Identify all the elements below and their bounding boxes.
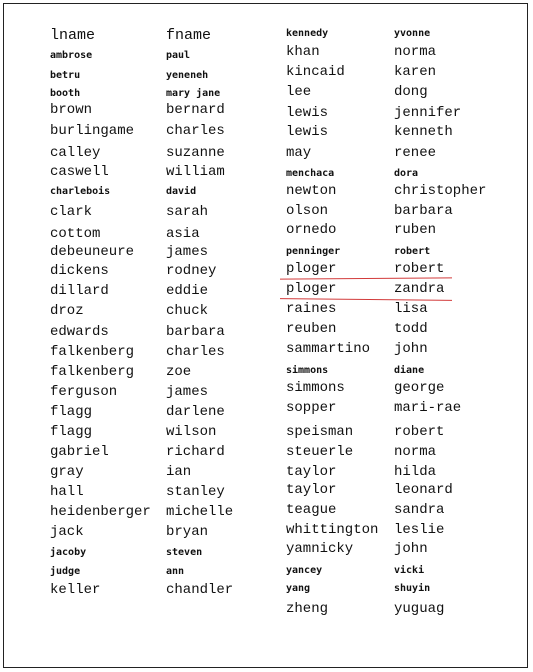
fname-cell: steven <box>166 547 203 558</box>
fname-cell: stanley <box>166 484 225 500</box>
fname-cell: william <box>166 164 225 180</box>
lname-cell: speisman <box>286 424 354 440</box>
lname-cell: teague <box>286 502 337 518</box>
fname-cell: shuyin <box>394 583 431 594</box>
fname-cell: barbara <box>394 203 453 219</box>
fname-cell: darlene <box>166 404 225 420</box>
lname-cell: falkenberg <box>50 344 135 360</box>
fname-cell: eddie <box>166 283 209 299</box>
lname-cell: calley <box>50 145 101 161</box>
fname-header: fname <box>166 27 212 44</box>
lname-cell: ferguson <box>50 384 118 400</box>
lname-cell: penninger <box>286 246 341 257</box>
fname-cell: james <box>166 244 209 260</box>
lname-cell: may <box>286 145 312 161</box>
lname-cell: gray <box>50 464 84 480</box>
lname-cell: ornedo <box>286 222 337 238</box>
fname-cell: john <box>394 541 428 557</box>
lname-cell: flagg <box>50 404 93 420</box>
fname-cell: chuck <box>166 303 209 319</box>
fname-cell: renee <box>394 145 437 161</box>
lname-cell: keller <box>50 582 101 598</box>
fname-cell: zoe <box>166 364 192 380</box>
fname-cell: ian <box>166 464 192 480</box>
fname-cell: james <box>166 384 209 400</box>
fname-cell: hilda <box>394 464 437 480</box>
lname-cell: edwards <box>50 324 109 340</box>
fname-cell: ann <box>166 566 185 577</box>
fname-cell: yvonne <box>394 28 431 39</box>
lname-cell: menchaca <box>286 168 335 179</box>
fname-cell: diane <box>394 365 425 376</box>
lname-cell: droz <box>50 303 84 319</box>
lname-cell: falkenberg <box>50 364 135 380</box>
fname-cell: mary jane <box>166 88 221 99</box>
fname-cell: leslie <box>394 522 445 538</box>
lname-cell: ploger <box>286 281 337 297</box>
fname-cell: bryan <box>166 524 209 540</box>
fname-cell: sarah <box>166 204 209 220</box>
lname-cell: charlebois <box>50 186 111 197</box>
fname-cell: todd <box>394 321 428 337</box>
lname-cell: olson <box>286 203 329 219</box>
fname-cell: norma <box>394 444 437 460</box>
fname-cell: chandler <box>166 582 234 598</box>
lname-cell: jacoby <box>50 547 87 558</box>
lname-cell: debeuneure <box>50 244 135 260</box>
lname-cell: caswell <box>50 164 109 180</box>
lname-cell: gabriel <box>50 444 109 460</box>
lname-cell: clark <box>50 204 93 220</box>
lname-cell: simmons <box>286 380 345 396</box>
fname-cell: charles <box>166 344 225 360</box>
fname-cell: ruben <box>394 222 437 238</box>
lname-cell: raines <box>286 301 337 317</box>
lname-cell: taylor <box>286 464 337 480</box>
lname-cell: jack <box>50 524 84 540</box>
lname-cell: dickens <box>50 263 109 279</box>
fname-cell: leonard <box>394 482 453 498</box>
lname-cell: cottom <box>50 226 101 242</box>
fname-cell: george <box>394 380 445 396</box>
lname-cell: simmons <box>286 365 329 376</box>
lname-cell: brown <box>50 102 93 118</box>
fname-cell: jennifer <box>394 105 462 121</box>
lname-cell: hall <box>50 484 84 500</box>
lname-cell: ambrose <box>50 50 93 61</box>
fname-cell: zandra <box>394 281 445 297</box>
lname-cell: yang <box>286 583 311 594</box>
lname-cell: kincaid <box>286 64 345 80</box>
lname-cell: lewis <box>286 124 329 140</box>
lname-cell: judge <box>50 566 81 577</box>
fname-cell: michelle <box>166 504 234 520</box>
fname-cell: norma <box>394 44 437 60</box>
lname-cell: booth <box>50 88 81 99</box>
lname-cell: reuben <box>286 321 337 337</box>
fname-cell: david <box>166 186 197 197</box>
fname-cell: vicki <box>394 565 425 576</box>
lname-header: lname <box>50 27 96 44</box>
fname-cell: dong <box>394 84 428 100</box>
lname-cell: sopper <box>286 400 337 416</box>
fname-cell: yeneneh <box>166 70 209 81</box>
fname-cell: paul <box>166 50 191 61</box>
lname-cell: yancey <box>286 565 323 576</box>
lname-cell: newton <box>286 183 337 199</box>
fname-cell: richard <box>166 444 225 460</box>
fname-cell: bernard <box>166 102 225 118</box>
fname-cell: sandra <box>394 502 445 518</box>
lname-cell: heidenberger <box>50 504 151 520</box>
lname-cell: betru <box>50 70 81 81</box>
lname-cell: yamnicky <box>286 541 354 557</box>
document-page <box>3 3 528 668</box>
lname-cell: whittington <box>286 522 379 538</box>
fname-cell: asia <box>166 226 200 242</box>
lname-cell: lewis <box>286 105 329 121</box>
lname-cell: khan <box>286 44 320 60</box>
fname-cell: robert <box>394 424 445 440</box>
lname-cell: zheng <box>286 601 329 617</box>
fname-cell: barbara <box>166 324 225 340</box>
fname-cell: charles <box>166 123 225 139</box>
lname-cell: taylor <box>286 482 337 498</box>
fname-cell: john <box>394 341 428 357</box>
lname-cell: kennedy <box>286 28 329 39</box>
red-underline-1 <box>280 277 452 279</box>
fname-cell: rodney <box>166 263 217 279</box>
fname-cell: christopher <box>394 183 487 199</box>
fname-cell: yuguag <box>394 601 445 617</box>
lname-cell: lee <box>286 84 312 100</box>
fname-cell: suzanne <box>166 145 225 161</box>
lname-cell: ploger <box>286 261 337 277</box>
fname-cell: wilson <box>166 424 217 440</box>
fname-cell: lisa <box>394 301 428 317</box>
fname-cell: robert <box>394 246 431 257</box>
lname-cell: sammartino <box>286 341 371 357</box>
fname-cell: kenneth <box>394 124 453 140</box>
lname-cell: dillard <box>50 283 109 299</box>
fname-cell: dora <box>394 168 419 179</box>
fname-cell: karen <box>394 64 437 80</box>
fname-cell: robert <box>394 261 445 277</box>
lname-cell: steuerle <box>286 444 354 460</box>
lname-cell: flagg <box>50 424 93 440</box>
fname-cell: mari-rae <box>394 400 462 416</box>
lname-cell: burlingame <box>50 123 135 139</box>
